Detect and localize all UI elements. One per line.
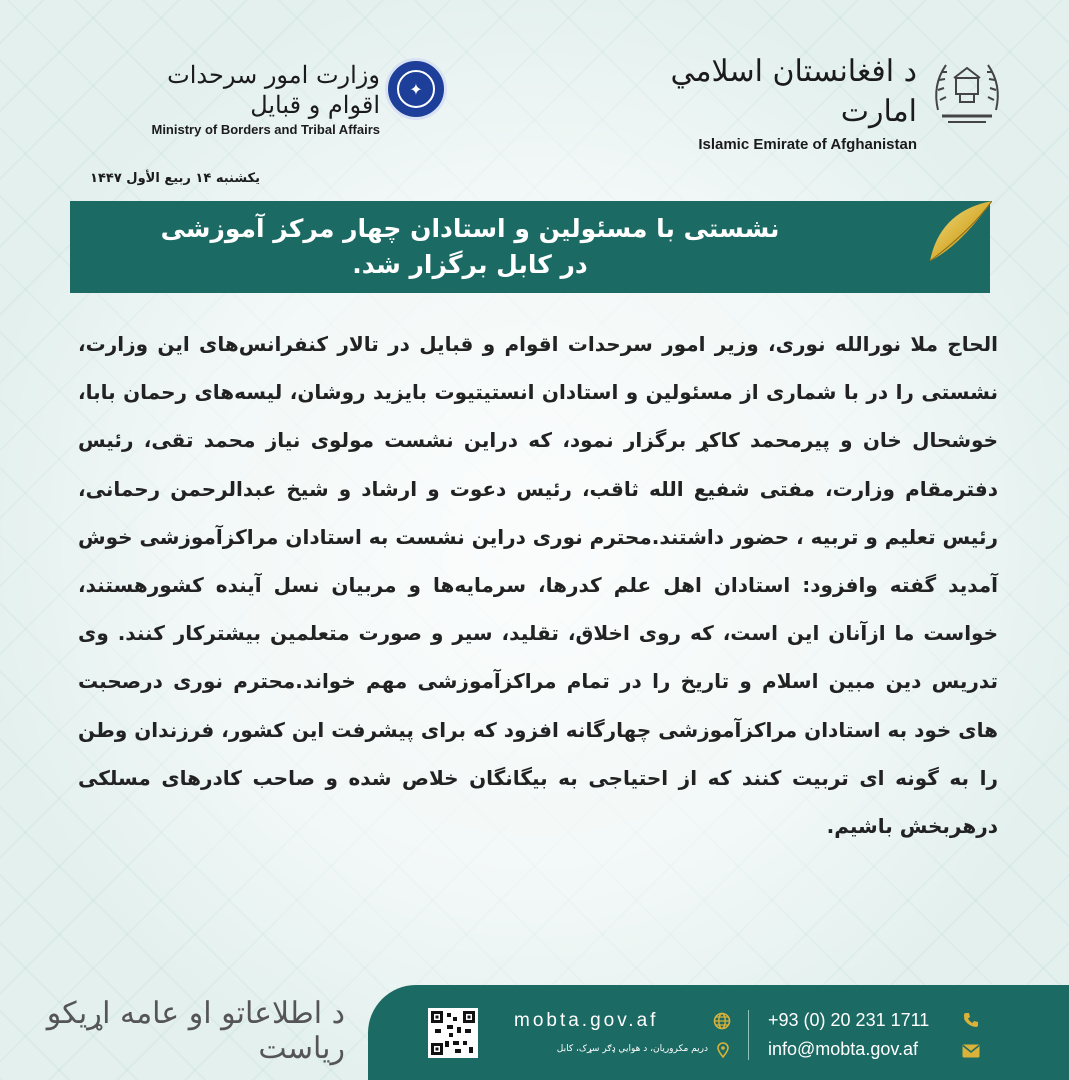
ministry-name-en: Ministry of Borders and Tribal Affairs — [151, 122, 380, 137]
address-text: دریم مکروریان، د هوایي ډګر سړک، کابل — [556, 1044, 708, 1054]
footer-divider — [748, 1010, 749, 1060]
title-line-2: در کابل برگزار شد. — [352, 250, 588, 279]
phone-number[interactable]: +93 (0) 20 231 1711 — [768, 1010, 930, 1030]
header — [0, 0, 1069, 153]
ministry-name — [120, 60, 380, 137]
department-calligraphy: د اطلاعاتو او عامه اړیکو ریاست — [46, 996, 345, 1066]
qr-code[interactable] — [428, 1008, 478, 1058]
publication-date: یکشنبه ۱۴ ربیع الأول ۱۴۴۷ — [90, 171, 260, 186]
globe-icon — [713, 1012, 731, 1030]
phone-icon — [963, 1012, 979, 1028]
ministry-name-fa: وزارت امور سرحدات اقوام و قبایل — [167, 61, 380, 119]
article-body: الحاج ملا نورالله نوری، وزیر امور سرحدات اقوام و قبایل در تالار کنفرانس‌های این وزارت، نشستی را در با شماری از مسئولین و استادان انستیتیوت بایزید روشان، لیسه‌های رحمان بابا، خوشحال خان و پیرمحمد کاکړ برگزار نمود، که دراین نشست مولوی نیاز محمد تقی، رئیس دفترمقام وزارت، مفتی شفیع الله ثاقب، رئیس دعوت و ارشاد و شیخ عبدالرحمن رحمانی، رئیس تعلیم و تربیه ، حضور داشتند.محترم نوری دراین نشست به استادان مراکزآموزشی خوش آمدید گفته وافزود: استادان اهل علم کدرها، سرمایه‌ها و مربیان نسل آینده کشورهستند، خواست ما ازآنان این است، که روی اخلاق، تقلید، سیر و صورت متعلمین بیشترکار کنند. وی تدریس دین مبین اسلام و تاریخ را در تمام مراکزآموزشی مهم خواند.محترم نوری درصحبت های خود به استادان مراکزآموزشی چهارگانه افزود که برای پیشرفت این کشور، فرزندان وطن را به گونه ای تربیت کنند که از احتیاجی به بیگانگان خلاص شده و صاحب کادرهای مسلکی درهربخش باشیم. — [77, 332, 998, 839]
email-address[interactable]: info@mobta.gov.af — [768, 1039, 919, 1059]
mail-icon — [962, 1044, 980, 1058]
emirate-name-fa: د افغانستان اسلامي امارت — [670, 54, 917, 129]
emirate-name-en: Islamic Emirate of Afghanistan — [698, 136, 917, 153]
page-curl-icon — [900, 201, 992, 293]
title-line-1: نشستی با مسئولین و استادان چهار مرکز آموزشی — [160, 214, 780, 243]
emirate-emblem-icon — [928, 50, 1006, 130]
website-link[interactable]: mobta.gov.af — [514, 1010, 659, 1031]
ministry-logo — [385, 58, 447, 120]
location-pin-icon — [717, 1042, 729, 1058]
page-title — [70, 201, 870, 293]
ministry-seal-icon: ✦ — [397, 70, 435, 108]
emirate-name — [655, 52, 917, 153]
